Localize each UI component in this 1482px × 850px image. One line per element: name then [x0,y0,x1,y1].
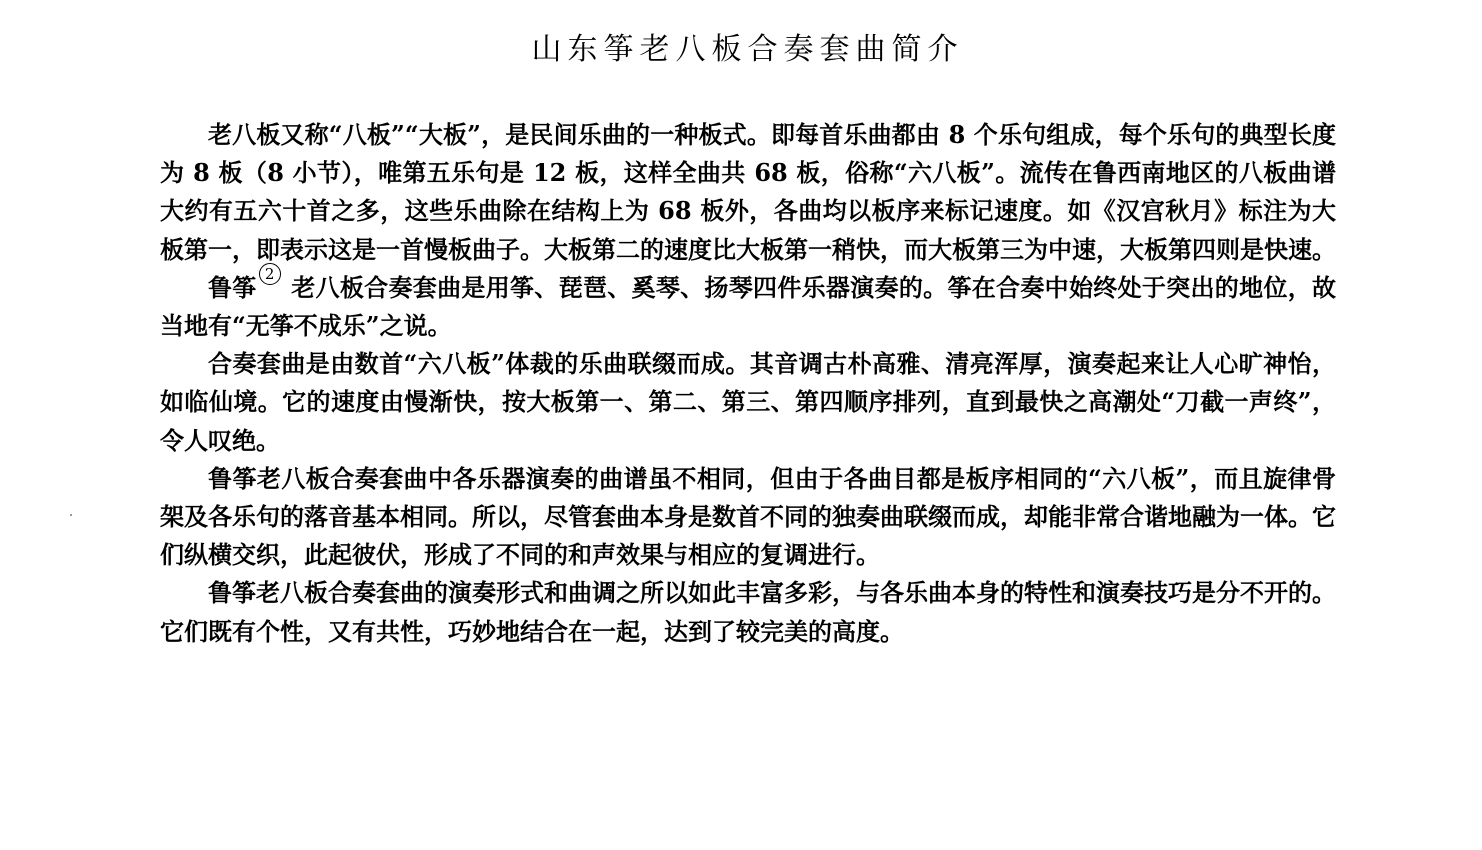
paragraph-4: 鲁筝老八板合奏套曲中各乐器演奏的曲谱虽不相同，但由于各曲目都是板序相同的“六八板”，而且旋律骨架及各乐句的落音基本相同。所以，尽管套曲本身是数首不同的独奏曲联缀而成，却能非常合谐地融为一体。它们纵横交织，此起彼伏，形成了不同的和声效果与相应的复调进行。 [160,463,1336,570]
paragraph-2-lead: 鲁筝 [208,272,257,302]
paragraph-5: 鲁筝老八板合奏套曲的演奏形式和曲调之所以如此丰富多彩，与各乐曲本身的特性和演奏技巧是分不开的。它们既有个性，又有共性，巧妙地结合在一起，达到了较完美的高度。 [160,578,1336,646]
scan-speck [70,514,72,516]
paragraph-2 [160,264,1336,345]
footnote-marker[interactable]: 2 [259,263,281,285]
document-body [160,116,1336,651]
page-title: 山东筝老八板合奏套曲简介 [531,32,964,67]
paragraph-1: 老八板又称“八板”“大板”，是民间乐曲的一种板式。即每首乐曲都由 8 个乐句组成，每个乐句的典型长度为 8 板（8 小节），唯第五乐句是 12 板，这样全曲共 68 板，俗称“六八板”。流传在鲁西南地区的八板曲谱大约有五六十首之多，这些乐曲除在结构上为 68 板外，各曲均以板序来标记速度。如《汉宫秋月》标注为大板第一，即表示这是一首慢板曲子。大板第二的速度比大板第一稍快，而大板第三为中速，大板第四则是快速。 [160,120,1336,264]
paragraph-2-rest: 老八板合奏套曲是用筝、琵琶、奚琴、扬琴四件乐器演奏的。筝在合奏中始终处于突出的地位，故当地有“无筝不成乐”之说。 [160,272,1336,341]
paragraph-3: 合奏套曲是由数首“六八板”体裁的乐曲联缀而成。其音调古朴高雅、清亮浑厚，演奏起来让人心旷神怡，如临仙境。它的速度由慢渐快，按大板第一、第二、第三、第四顺序排列，直到最快之高潮处“刀截一声终”，令人叹绝。 [160,349,1336,455]
